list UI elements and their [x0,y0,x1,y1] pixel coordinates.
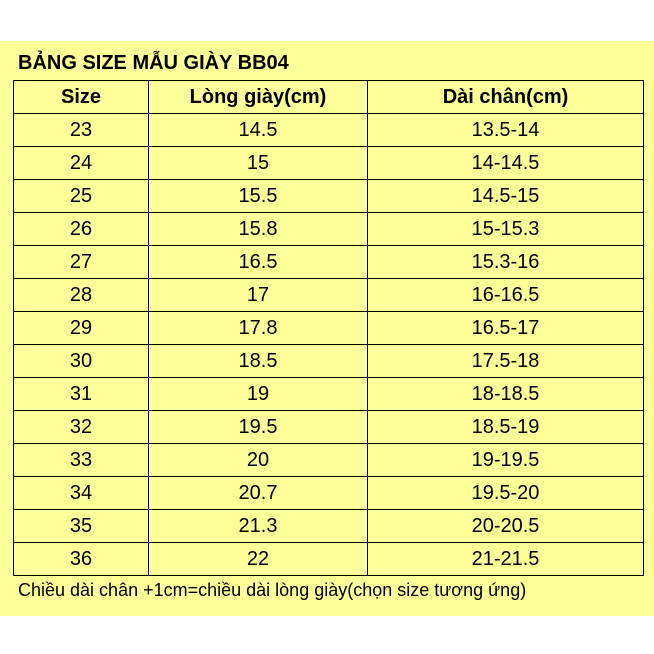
cell-foot-length: 16-16.5 [368,279,644,312]
cell-insole-length: 21.3 [149,510,368,543]
cell-insole-length: 22 [149,543,368,576]
header-insole-length: Lòng giày(cm) [149,81,368,114]
cell-insole-length: 15.5 [149,180,368,213]
cell-size: 34 [14,477,149,510]
table-row [14,378,644,411]
table-row [14,510,644,543]
cell-size: 33 [14,444,149,477]
cell-foot-length: 16.5-17 [368,312,644,345]
cell-foot-length: 21-21.5 [368,543,644,576]
cell-size: 29 [14,312,149,345]
chart-title: BẢNG SIZE MẪU GIÀY BB04 [18,52,289,74]
header-foot-length: Dài chân(cm) [368,81,644,114]
table-header-row [14,81,644,114]
cell-foot-length: 15.3-16 [368,246,644,279]
table-row [14,246,644,279]
cell-foot-length: 15-15.3 [368,213,644,246]
cell-insole-length: 20 [149,444,368,477]
table-row [14,345,644,378]
table-row [14,279,644,312]
cell-size: 27 [14,246,149,279]
table-row [14,147,644,180]
header-size: Size [14,81,149,114]
table-body [14,114,644,576]
cell-size: 28 [14,279,149,312]
cell-foot-length: 14.5-15 [368,180,644,213]
table-row [14,114,644,147]
cell-foot-length: 20-20.5 [368,510,644,543]
cell-foot-length: 19.5-20 [368,477,644,510]
table-row [14,477,644,510]
cell-insole-length: 15.8 [149,213,368,246]
cell-size: 35 [14,510,149,543]
table-row [14,444,644,477]
cell-size: 30 [14,345,149,378]
cell-foot-length: 18.5-19 [368,411,644,444]
cell-insole-length: 15 [149,147,368,180]
cell-foot-length: 19-19.5 [368,444,644,477]
cell-insole-length: 19 [149,378,368,411]
cell-size: 25 [14,180,149,213]
cell-insole-length: 18.5 [149,345,368,378]
table-row [14,213,644,246]
cell-insole-length: 19.5 [149,411,368,444]
table-row [14,312,644,345]
cell-insole-length: 16.5 [149,246,368,279]
cell-insole-length: 17.8 [149,312,368,345]
cell-size: 31 [14,378,149,411]
cell-size: 23 [14,114,149,147]
cell-insole-length: 17 [149,279,368,312]
cell-size: 24 [14,147,149,180]
cell-size: 36 [14,543,149,576]
table-row [14,543,644,576]
cell-foot-length: 14-14.5 [368,147,644,180]
cell-insole-length: 20.7 [149,477,368,510]
cell-size: 26 [14,213,149,246]
cell-foot-length: 13.5-14 [368,114,644,147]
sizing-note: Chiều dài chân +1cm=chiều dài lòng giày(chọn size tương ứng) [18,580,527,600]
size-table [13,80,644,576]
cell-foot-length: 18-18.5 [368,378,644,411]
cell-foot-length: 17.5-18 [368,345,644,378]
cell-insole-length: 14.5 [149,114,368,147]
cell-size: 32 [14,411,149,444]
table-row [14,180,644,213]
table-row [14,411,644,444]
